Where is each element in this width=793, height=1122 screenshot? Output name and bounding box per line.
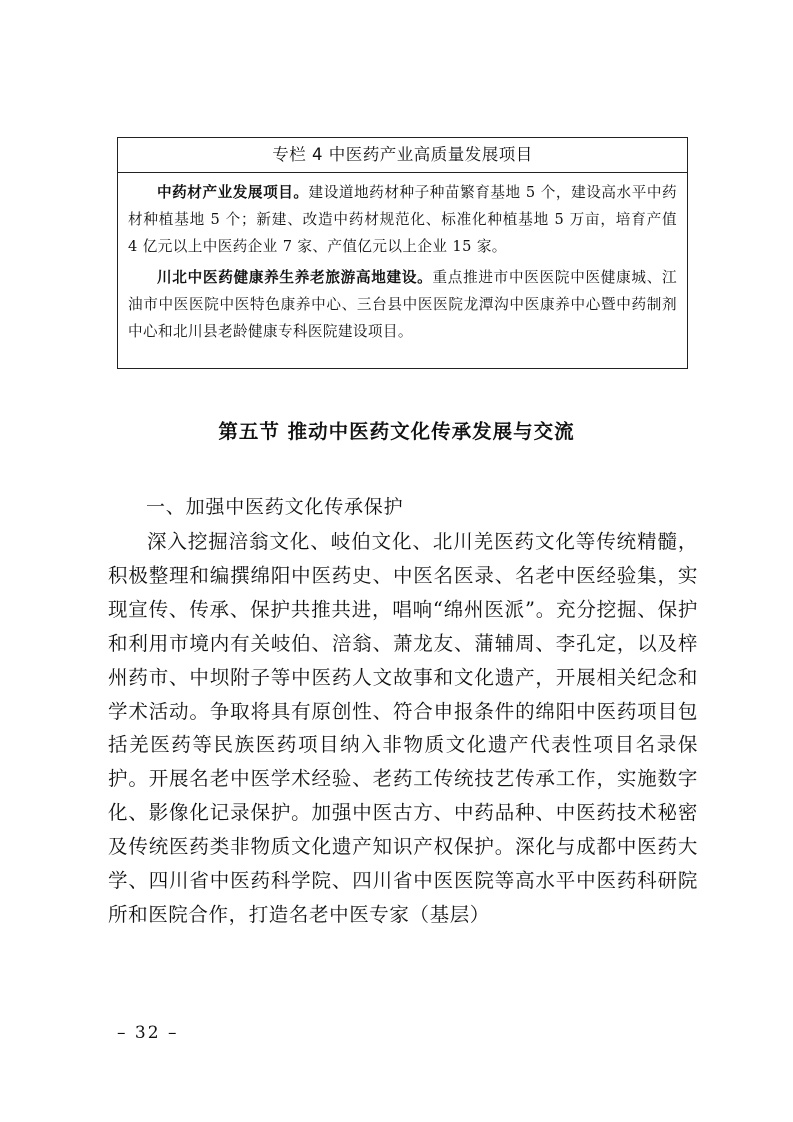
section-title: 第五节 推动中医药文化传承发展与交流 <box>218 420 575 443</box>
column-item-health-tourism <box>128 264 677 345</box>
column-box-body <box>118 173 687 345</box>
project-column-box <box>117 137 688 369</box>
page-number: – 32 – <box>117 1023 179 1043</box>
column-box-title: 专栏 4 中医药产业高质量发展项目 <box>118 138 687 173</box>
subsection-title: 一、加强中医药文化传承保护 <box>146 496 404 518</box>
column-item-heading: 中药材产业发展项目。 <box>157 184 309 201</box>
column-item-heading: 川北中医药健康养生养老旅游高地建设。 <box>157 269 433 286</box>
column-item-text: 重点推进市中医医院中医健康城、江油市中医医院中医特色康养中心、三台县中医医院龙潭沟中医康养中心暨中药制剂中心和北川县老龄健康专科医院建设项目。 <box>128 269 678 340</box>
body-paragraph: 深入挖掘涪翁文化、岐伯文化、北川羌医药文化等传统精髓，积极整理和编撰绵阳中医药史、中医名医录、名老中医经验集，实现宣传、传承、保护共推共进，唱响“绵州医派”。充分挖掘、保护和利用市境内有关岐伯、涪翁、萧龙友、蒲辅周、李孔定，以及梓州药市、中坝附子等中医药人文故事和文化遗产，开展相关纪念和学术活动。争取将具有原创性、符合申报条件的绵阳中医药项目包括羌医药等民族医药项目纳入非物质文化遗产代表性项目名录保护。开展名老中医学术经验、老药工传统技艺传承工作，实施数字化、影像化记录保护。加强中医古方、中药品种、中医药技术秘密及传统医药类非物质文化遗产知识产权保护。深化与成都中医药大学、四川省中医药科学院、四川省中医医院等高水平中医药科研院所和医院合作，打造名老中医专家（基层） <box>108 530 698 926</box>
column-item-herb-industry <box>128 179 677 260</box>
column-item-text: 建设道地药材种子种苗繁育基地 5 个，建设高水平中药材种植基地 5 个；新建、改造中药材规范化、标准化种植基地 5 万亩，培育产值 4 亿元以上中医药企业 7 家、产值亿元以上企业 15 家。 <box>128 184 677 255</box>
